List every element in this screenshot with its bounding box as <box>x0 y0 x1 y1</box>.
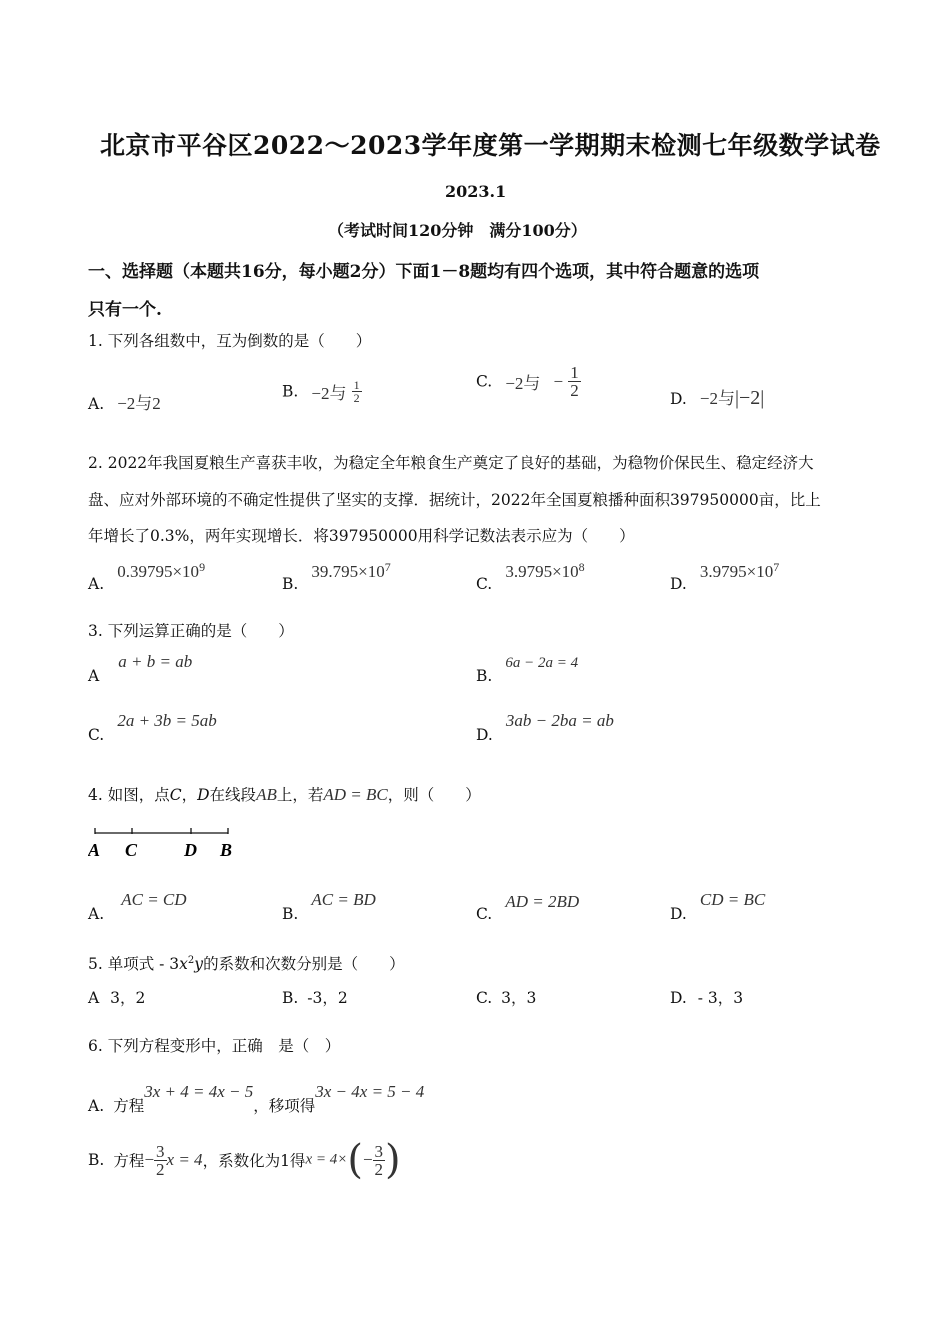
label-c: C <box>125 840 138 860</box>
option-label: B. <box>88 1151 105 1169</box>
minus-sign: − <box>362 1150 373 1169</box>
option-text: -3，2 <box>307 989 348 1007</box>
equation: x = 4 <box>166 1150 203 1169</box>
stem-text: 5. 单项式 - 3 <box>88 955 180 973</box>
option-expr: 6a − 2a = 4 <box>505 655 579 671</box>
q5-option-b <box>282 986 348 1008</box>
q4-stem <box>88 783 481 805</box>
absolute-value: |−2| <box>735 387 765 409</box>
option-text: ，移项得 <box>253 1097 316 1115</box>
q5-option-c <box>476 986 536 1008</box>
exam-info: （考试时间120分钟 满分100分） <box>328 221 587 240</box>
denominator: 2 <box>353 391 360 405</box>
q1-option-d <box>670 384 764 410</box>
option-text: 方程 <box>113 1152 145 1170</box>
q1-option-c <box>476 364 581 399</box>
right-paren: ) <box>385 1137 401 1183</box>
denominator: 2 <box>570 381 579 400</box>
q2-option-b <box>282 560 391 594</box>
option-label: D. <box>670 390 687 408</box>
page-title: 北京市平谷区2022～2023学年度第一学期期末检测七年级数学试卷 <box>100 131 881 160</box>
equation: 3x − 4x = 5 − 4 <box>315 1082 425 1101</box>
q1-stem: 1. 下列各组数中，互为倒数的是（ ） <box>88 332 372 350</box>
q2-line3: 年增长了0.3%，两年实现增长．将397950000用科学记数法表示应为（ ） <box>88 527 635 545</box>
stem-text: 的系数和次数分别是（ ） <box>203 955 405 973</box>
option-base: 0.39795×10 <box>117 562 200 582</box>
left-paren: ( <box>347 1137 363 1183</box>
q4-option-c <box>476 892 580 923</box>
exponent: 7 <box>773 560 780 574</box>
q2-line2: 盘、应对外部环境的不确定性提供了坚实的支撑．据统计，2022年全国夏粮播种面积397950000亩，比上 <box>88 491 821 509</box>
section-heading-line1: 一、选择题（本题共16分，每小题2分）下面1－8题均有四个选项，其中符合题意的选项 <box>88 262 760 282</box>
option-label: C. <box>476 989 493 1007</box>
option-text: 方程 <box>113 1097 145 1115</box>
q5-option-a <box>88 986 145 1008</box>
segment-ab: AB <box>256 785 277 804</box>
label-a: A <box>88 840 101 860</box>
option-expr: −2与 <box>311 384 347 403</box>
option-expr: −2与 <box>699 389 735 408</box>
stem-text: ，则（ ） <box>387 786 481 804</box>
q3-stem: 3. 下列运算正确的是（ ） <box>88 622 294 640</box>
stem-text: ， <box>181 786 198 804</box>
option-text: - 3，3 <box>697 989 744 1007</box>
option-expr: −2与2 <box>117 394 161 413</box>
minus-sign: − <box>553 371 564 391</box>
equation: x = 4× <box>305 1151 348 1168</box>
option-label: A <box>88 989 100 1007</box>
numerator: 3 <box>374 1141 384 1161</box>
exponent: 2 <box>187 954 195 966</box>
option-expr: AD = 2BD <box>505 892 580 911</box>
condition: AD = BC <box>323 785 388 804</box>
option-label: B. <box>282 905 299 923</box>
q4-option-a <box>88 890 187 923</box>
stem-text: 在线段 <box>209 786 257 804</box>
point-d: D <box>197 786 210 804</box>
option-label: D. <box>670 575 687 594</box>
q4-option-d <box>670 890 766 923</box>
option-label: A. <box>88 575 105 594</box>
stem-text: 4. 如图，点 <box>88 786 170 804</box>
fraction <box>568 364 581 399</box>
option-label: B. <box>282 575 299 594</box>
q2-option-a <box>88 560 206 594</box>
option-label: B. <box>282 989 299 1007</box>
option-expr: CD = BC <box>699 890 766 909</box>
fraction <box>154 1143 167 1178</box>
q1-option-b <box>282 379 362 404</box>
option-label: C. <box>476 372 493 391</box>
minus-sign: − <box>144 1150 155 1169</box>
segment-figure <box>88 825 238 865</box>
q6-option-b <box>88 1137 401 1183</box>
denominator: 2 <box>374 1159 384 1179</box>
option-text: ，系数化为1得 <box>202 1152 306 1170</box>
q3-option-d <box>476 711 614 744</box>
var-y: y <box>194 955 204 973</box>
option-expr: a + b = ab <box>118 652 193 671</box>
equation: 3x + 4 = 4x − 5 <box>144 1082 254 1101</box>
option-expr: 3ab − 2ba = ab <box>505 711 614 730</box>
q2-option-d <box>670 560 780 594</box>
fraction <box>373 1143 386 1178</box>
option-label: C. <box>476 905 493 923</box>
option-base: 3.9795×10 <box>699 562 774 582</box>
fraction <box>352 379 362 404</box>
exponent: 7 <box>384 560 391 574</box>
q6-option-a <box>88 1080 425 1115</box>
q2-option-c <box>476 560 585 594</box>
numerator: 3 <box>156 1141 165 1161</box>
option-label: B. <box>476 667 493 685</box>
exponent: 9 <box>199 560 206 574</box>
q3-option-a <box>88 652 193 685</box>
option-expr: 2a + 3b = 5ab <box>117 711 217 730</box>
option-label: A <box>88 667 100 685</box>
denominator: 2 <box>156 1159 165 1179</box>
option-expr: AC = CD <box>121 890 187 909</box>
option-label: D. <box>670 989 687 1007</box>
option-label: A. <box>88 905 105 923</box>
option-label: C. <box>88 726 105 744</box>
q1-option-a <box>88 389 161 414</box>
option-text: 3，2 <box>110 989 146 1007</box>
point-c: C <box>169 786 182 804</box>
exam-date: 2023.1 <box>445 182 507 201</box>
label-b: B <box>220 840 233 860</box>
option-expr: −2与 <box>505 374 541 393</box>
option-label: D. <box>476 726 493 744</box>
q3-option-b <box>476 652 579 685</box>
option-label: D. <box>670 905 687 923</box>
q3-option-c <box>88 711 217 744</box>
q6-stem: 6. 下列方程变形中，正确 是（ ） <box>88 1037 341 1055</box>
numerator: 1 <box>570 363 579 382</box>
label-d: D <box>184 840 197 860</box>
q4-option-b <box>282 890 376 923</box>
option-label: A. <box>88 395 105 413</box>
option-text: 3，3 <box>501 989 537 1007</box>
numerator: 1 <box>353 378 360 392</box>
var-x: x <box>179 955 188 973</box>
section-heading-line2: 只有一个. <box>88 300 162 320</box>
option-base: 39.795×10 <box>311 562 385 582</box>
option-label: B. <box>282 382 299 401</box>
stem-text: 上，若 <box>276 786 324 804</box>
option-base: 3.9795×10 <box>505 562 579 582</box>
exponent: 8 <box>578 560 585 574</box>
q5-stem <box>88 952 405 974</box>
q2-line1: 2. 2022年我国夏粮生产喜获丰收，为稳定全年粮食生产奠定了良好的基础，为稳物价保民生、稳定经济大 <box>88 454 814 472</box>
option-label: A. <box>88 1097 105 1115</box>
q5-option-d <box>670 986 743 1008</box>
option-label: C. <box>476 575 493 594</box>
option-expr: AC = BD <box>311 890 376 909</box>
